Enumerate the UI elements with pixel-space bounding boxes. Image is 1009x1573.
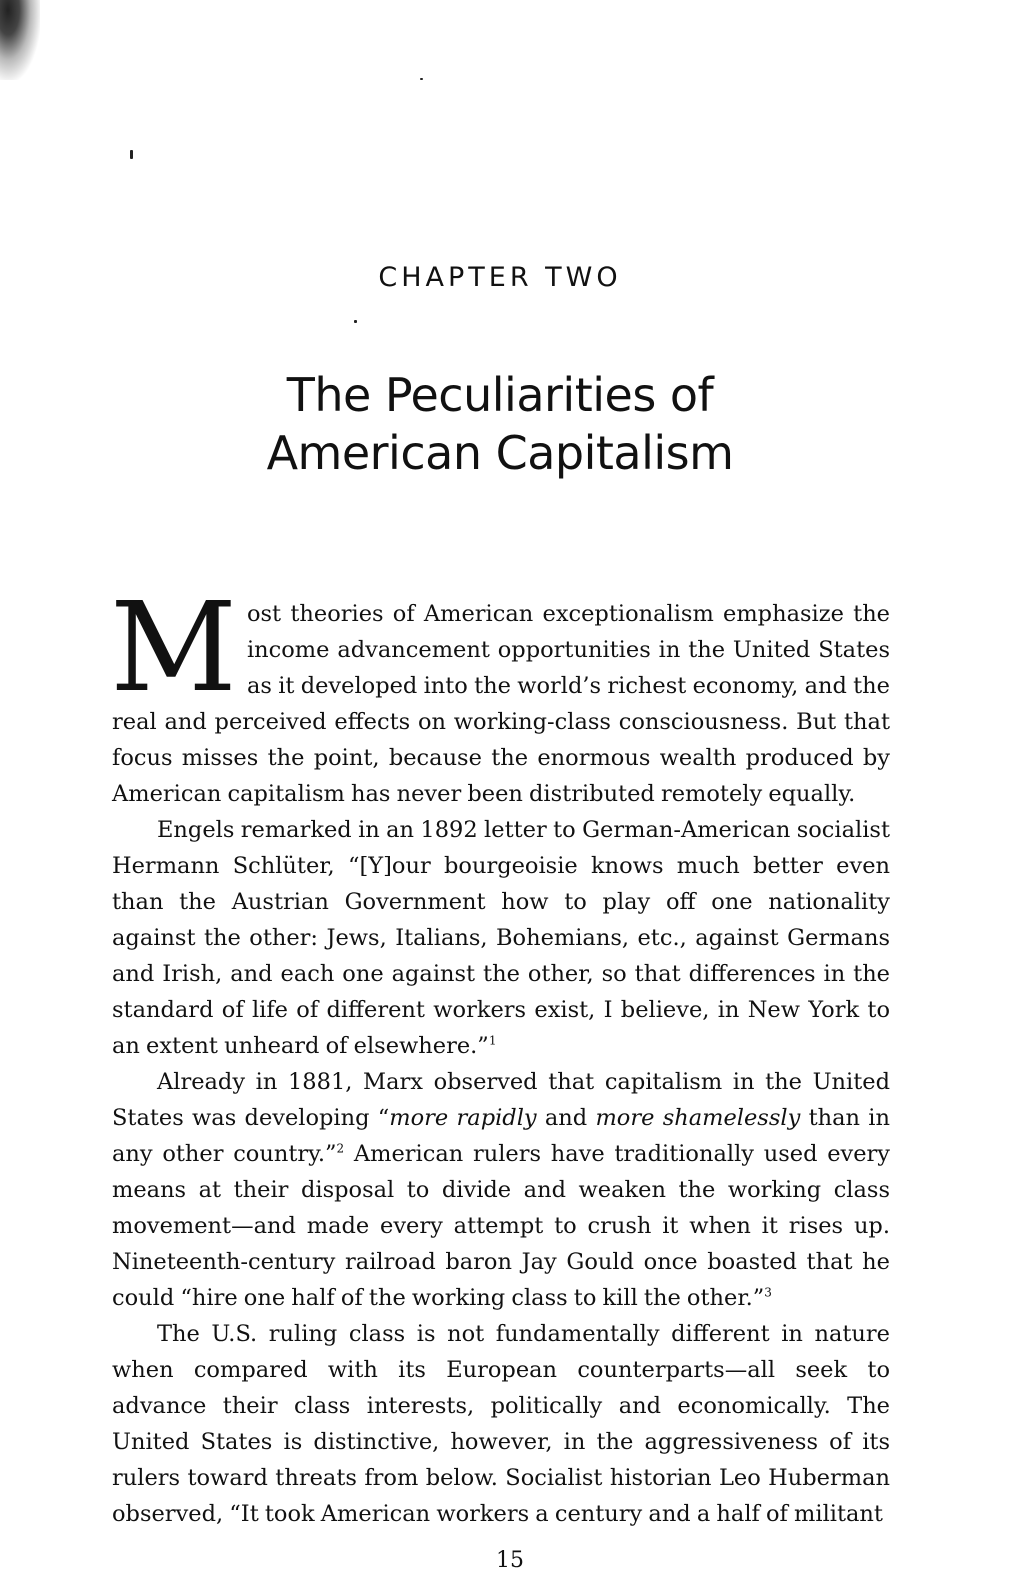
paragraph-text: The U.S. ruling class is not fundamentally different in nature when compared with its European counterparts—all seek to advance their class interests, politically and economically. The United States is distinctive, however, in the aggressiveness of its rulers toward threats from below. Socialist historian Leo Huberman observed, “It took American workers a century and a half of militant [112,1321,890,1527]
scan-artifact-mark [0,0,40,80]
scan-speck [354,320,357,323]
paragraph [112,1316,890,1532]
chapter-title [200,366,800,482]
paragraph [112,812,890,1064]
paragraph-text: than in any other country.” [112,1105,890,1167]
page-number: 15 [496,1548,524,1573]
scan-speck [420,78,423,80]
footnote-marker: 3 [764,1285,772,1300]
drop-cap: M [110,576,237,720]
paragraph-text: American rulers have traditionally used every means at their disposal to divide and weaken the working class movement—and made every attempt to crush it when it rises up. Nineteenth-century railroad baron Jay Gould once boasted that he could “hire one half of the working class to kill the other.” [112,1141,890,1311]
emphasis-text: more shamelessly [595,1105,801,1131]
paragraph-text: Already in 1881, Marx observed that capitalism in the United States was developing “ [112,1069,890,1131]
chapter-title-line: American Capitalism [266,426,734,480]
footnote-marker: 1 [488,1033,497,1048]
chapter-title-line: The Peculiarities of [286,368,714,422]
scan-speck [130,150,133,159]
footnote-marker: 2 [336,1141,345,1156]
paragraph-text: Engels remarked in an 1892 letter to German-American socialist Hermann Schlüter, “[Y]our bourgeoisie knows much better even than the Austrian Government how to play off one nationality against the other: Jews, Italians, Bohemians, etc., against Germans and Irish, and each one against the other, so that differences in the standard of life of different workers exist, I believe, in New York to an extent unheard of elsewhere.” [112,817,890,1059]
paragraph-text: ost theories of American exceptionalism emphasize the income advancement opportunities in the United States as it developed into the world’s richest economy, and the real and perceived effects on working-class consciousness. But that focus misses the point, because the enormous wealth produced by American capitalism has never been distributed remotely equally. [112,601,890,807]
chapter-label: CHAPTER TWO [378,262,622,293]
paragraph [110,576,890,812]
paragraph-text: and [536,1105,596,1131]
chapter-body [110,576,890,1532]
paragraph [112,1064,890,1316]
emphasis-text: more rapidly [389,1105,537,1131]
